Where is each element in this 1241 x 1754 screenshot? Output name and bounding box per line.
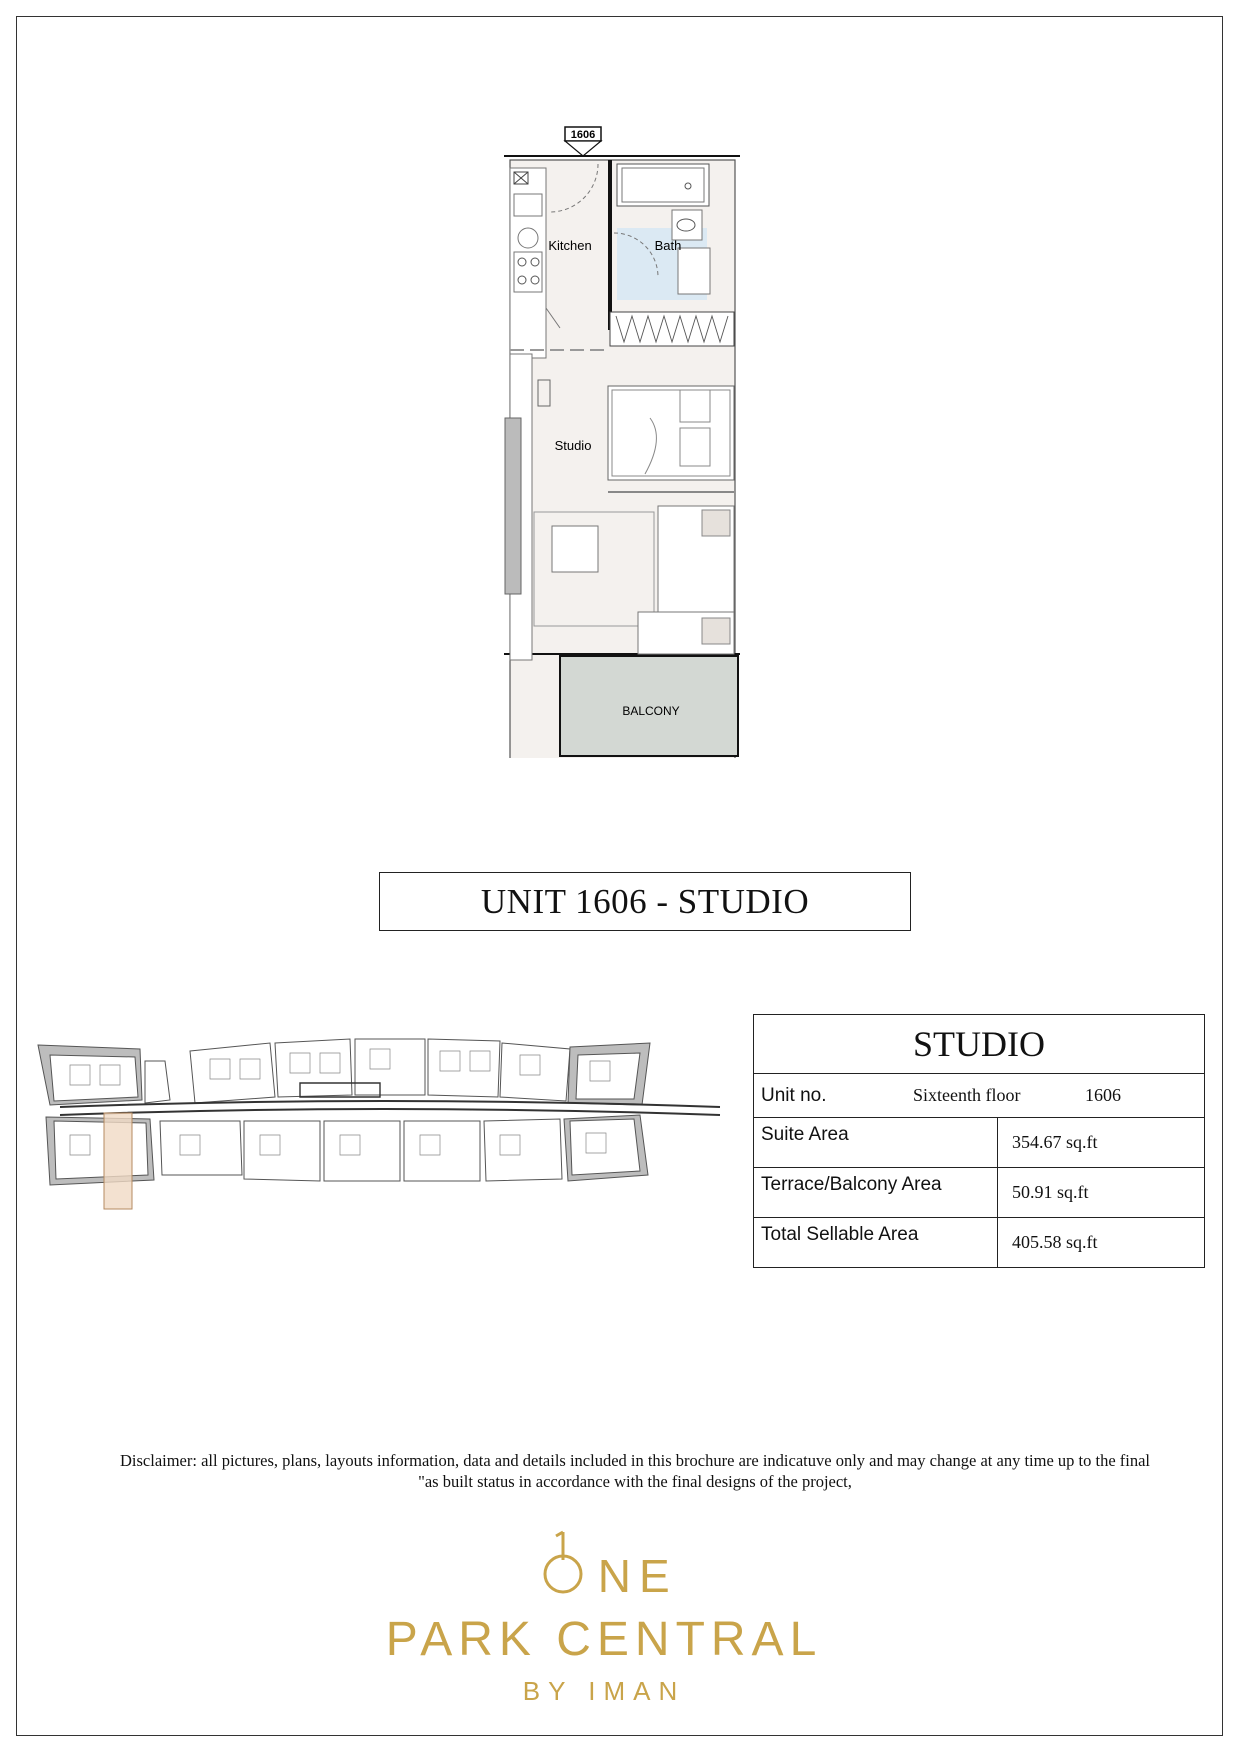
unit-floor-plan bbox=[480, 118, 760, 758]
key-plan bbox=[30, 1035, 735, 1220]
unit-no-label: Unit no. bbox=[761, 1084, 827, 1106]
unit-tag-label: 1606 bbox=[570, 129, 596, 141]
room-label-balcony: BALCONY bbox=[622, 704, 680, 718]
one-park-central-logo bbox=[370, 1530, 870, 1710]
area-table-heading: STUDIO bbox=[754, 1015, 1205, 1074]
table-row bbox=[754, 1218, 1205, 1268]
room-label-bath: Bath bbox=[654, 238, 682, 253]
room-label-kitchen: Kitchen bbox=[548, 238, 592, 253]
room-label-studio: Studio bbox=[554, 438, 592, 453]
total-area-label: Total Sellable Area bbox=[754, 1218, 998, 1268]
floor-value: Sixteenth floor bbox=[913, 1085, 1021, 1105]
total-area-value: 405.58 sq.ft bbox=[998, 1218, 1205, 1268]
suite-area-value: 354.67 sq.ft bbox=[998, 1118, 1205, 1168]
unit-number-value: 1606 bbox=[1085, 1085, 1121, 1105]
table-row bbox=[754, 1118, 1205, 1168]
unit-tag bbox=[565, 127, 601, 156]
balcony-area-label: Terrace/Balcony Area bbox=[754, 1168, 998, 1218]
disclaimer bbox=[60, 1450, 1210, 1492]
logo-line-3: BY IMAN bbox=[522, 1676, 686, 1706]
unit-title: UNIT 1606 - STUDIO bbox=[379, 872, 911, 931]
disclaimer-line-2: "as built status in accordance with the final designs of the project, bbox=[418, 1472, 852, 1491]
suite-area-label: Suite Area bbox=[754, 1118, 998, 1168]
unit-info-row bbox=[754, 1074, 1205, 1118]
disclaimer-line-1: Disclaimer: all pictures, plans, layouts information, data and details included in this brochure are indicatuve only and may change at any time up to the final bbox=[119, 1451, 1151, 1470]
area-table bbox=[753, 1014, 1205, 1268]
logo-line-1: ONE bbox=[554, 1550, 678, 1602]
logo-line-2: PARK CENTRAL bbox=[385, 1613, 823, 1666]
balcony-area-value: 50.91 sq.ft bbox=[998, 1168, 1205, 1218]
table-row bbox=[754, 1168, 1205, 1218]
